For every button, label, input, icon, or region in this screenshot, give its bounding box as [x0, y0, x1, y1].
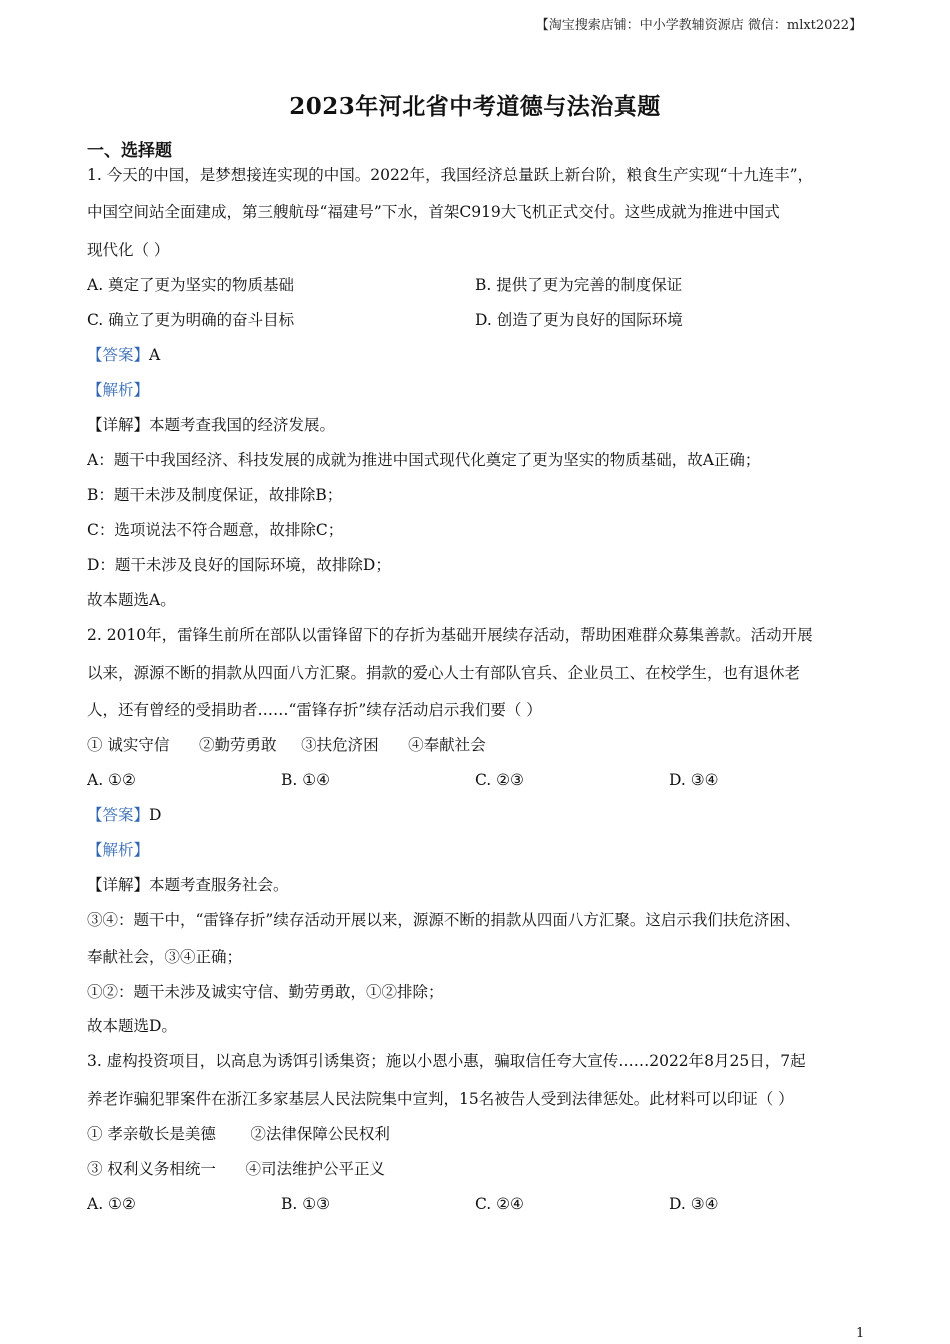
q2-detail — [87, 874, 289, 896]
q1-conclusion: 故本题选A。 — [87, 591, 176, 609]
q1-analysis-line: A：题干中我国经济、科技发展的成就为推进中国式现代化奠定了更为坚实的物质基础，故A正确； — [87, 451, 761, 469]
q2-analysis-line: ③④：题干中，“雷锋存折”续存活动开展以来，源源不断的捐款从四面八方汇聚。这启示我们扶危济困、 — [87, 911, 801, 929]
section-heading: 一、选择题 — [87, 141, 172, 161]
q2-answer-value: D — [149, 806, 162, 824]
q2-option-d: D. ③④ — [669, 771, 719, 789]
q2-option-a: A. ①② — [87, 771, 136, 789]
page-title: 2023年河北省中考道德与法治真题 — [289, 93, 661, 120]
q3-option-a: A. ①② — [87, 1195, 136, 1213]
q1-detail-text: 本题考查我国的经济发展。 — [149, 416, 336, 434]
q1-detail-label: 【详解】 — [87, 416, 150, 434]
q1-analysis-label: 【解析】 — [87, 381, 150, 399]
q2-stem-line-2: 以来，源源不断的捐款从四面八方汇聚。捐款的爱心人士有部队官兵、企业员工、在校学生，也有退休老 — [87, 664, 801, 682]
page-number: 1 — [856, 1326, 865, 1341]
q1-option-c: C. 确立了更为明确的奋斗目标 — [87, 311, 295, 329]
q3-stem-line-2: 养老诈骗犯罪案件在浙江多家基层人民法院集中宣判，15名被告人受到法律惩处。此材料可以印证（ ） — [87, 1090, 794, 1108]
q2-detail-text: 本题考查服务社会。 — [149, 876, 289, 894]
q1-analysis-line: B：题干未涉及制度保证，故排除B； — [87, 486, 343, 504]
q3-items-line-1: ① 孝亲敬长是美德 ②法律保障公民权利 — [87, 1125, 390, 1143]
q1-option-d: D. 创造了更为良好的国际环境 — [475, 311, 683, 329]
q3-stem-line-1: 3. 虚构投资项目，以高息为诱饵引诱集资；施以小恩小惠，骗取信任夸大宣传……2022年8月25日，7起 — [87, 1052, 806, 1070]
q2-stem-line-3: 人，还有曾经的受捐助者……“雷锋存折”续存活动启示我们要（ ） — [87, 701, 542, 719]
q1-answer — [87, 344, 160, 366]
q2-detail-label: 【详解】 — [87, 876, 150, 894]
q1-option-b: B. 提供了更为完善的制度保证 — [475, 276, 683, 294]
q1-stem-line-3: 现代化（ ） — [87, 241, 170, 259]
q2-stem-line-1: 2. 2010年，雷锋生前所在部队以雷锋留下的存折为基础开展续存活动，帮助困难群众募集善款。活动开展 — [87, 626, 813, 644]
q2-conclusion: 故本题选D。 — [87, 1017, 177, 1035]
q2-answer — [87, 804, 161, 826]
header-note: 【淘宝搜索店铺：中小学教辅资源店 微信：mlxt2022】 — [535, 18, 862, 33]
q1-stem-line-1: 1. 今天的中国，是梦想接连实现的中国。2022年，我国经济总量跃上新台阶，粮食生产实现“十九连丰”， — [87, 166, 814, 184]
q2-analysis-line: 奉献社会，③④正确； — [87, 948, 243, 966]
q3-option-b: B. ①③ — [281, 1195, 331, 1213]
q1-answer-label: 【答案】 — [87, 346, 150, 364]
q2-items: ① 诚实守信 ②勤劳勇敢 ③扶危济困 ④奉献社会 — [87, 736, 486, 754]
q1-option-a: A. 奠定了更为坚实的物质基础 — [87, 276, 295, 294]
q1-answer-value: A — [149, 346, 161, 364]
q3-option-c: C. ②④ — [475, 1195, 524, 1213]
q3-items-line-2: ③ 权利义务相统一 ④司法维护公平正义 — [87, 1160, 385, 1178]
q1-analysis-line: C：选项说法不符合题意，故排除C； — [87, 521, 344, 539]
q1-analysis-line: D：题干未涉及良好的国际环境，故排除D； — [87, 556, 391, 574]
q1-stem-line-2: 中国空间站全面建成，第三艘航母“福建号”下水，首架C919大飞机正式交付。这些成就为推进中国式 — [87, 203, 780, 221]
q2-option-c: C. ②③ — [475, 771, 524, 789]
q3-option-d: D. ③④ — [669, 1195, 719, 1213]
q2-analysis-label: 【解析】 — [87, 841, 150, 859]
q2-option-b: B. ①④ — [281, 771, 331, 789]
q1-detail — [87, 414, 335, 436]
q2-analysis-line: ①②：题干未涉及诚实守信、勤劳勇敢，①②排除； — [87, 983, 444, 1001]
q2-answer-label: 【答案】 — [87, 806, 150, 824]
